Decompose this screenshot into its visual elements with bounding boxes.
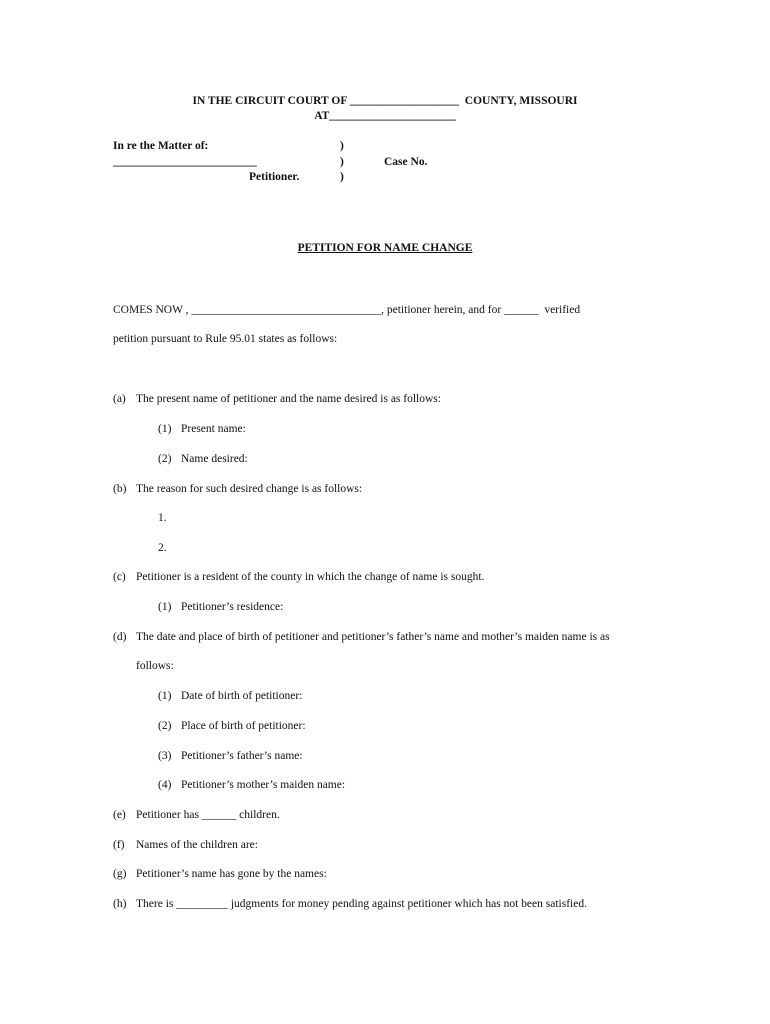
item-marker-c1: (1) [158, 601, 172, 613]
court-location-line: AT______________________ [314, 110, 456, 122]
item-marker-b2: 2. [158, 542, 167, 554]
item-marker-h: (h) [113, 898, 127, 910]
item-text-g: Petitioner’s name has gone by the names: [136, 868, 327, 880]
item-marker-d3: (3) [158, 750, 172, 762]
item-marker-e: (e) [113, 809, 126, 821]
item-marker-d: (d) [113, 631, 127, 643]
item-text-d4: Petitioner’s mother’s maiden name: [181, 779, 346, 791]
item-marker-a: (a) [113, 393, 126, 405]
item-text-d3: Petitioner’s father’s name: [181, 750, 303, 762]
case-number-label: Case No. [384, 156, 428, 168]
item-marker-d2: (2) [158, 720, 172, 732]
item-text-b: The reason for such desired change is as follows: [136, 483, 363, 495]
item-text-h: There is _________ judgments for money pending against petitioner which has not been satisfied. [136, 898, 587, 910]
item-text-e: Petitioner has ______ children. [136, 809, 280, 821]
court-heading: IN THE CIRCUIT COURT OF ___________________ COUNTY, MISSOURI [192, 95, 578, 107]
document-title: PETITION FOR NAME CHANGE [297, 242, 473, 254]
item-text-a2: Name desired: [181, 453, 248, 465]
petitioner-label: Petitioner. [249, 171, 300, 183]
matter-name-blank: _________________________ [113, 156, 257, 168]
item-marker-a2: (2) [158, 453, 172, 465]
caption-paren: ) [340, 171, 344, 183]
item-marker-a1: (1) [158, 423, 172, 435]
item-marker-c: (c) [113, 571, 126, 583]
intro-line-2: petition pursuant to Rule 95.01 states as follows: [113, 333, 338, 345]
item-text-c: Petitioner is a resident of the county in which the change of name is sought. [136, 571, 485, 583]
item-text-d-continued: follows: [136, 660, 174, 672]
item-marker-d1: (1) [158, 690, 172, 702]
intro-line-1: COMES NOW , _________________________________, petitioner herein, and for ______ verified [113, 304, 581, 316]
item-text-d1: Date of birth of petitioner: [181, 690, 303, 702]
caption-paren: ) [340, 156, 344, 168]
item-marker-b1: 1. [158, 512, 167, 524]
item-marker-f: (f) [113, 839, 125, 851]
item-marker-d4: (4) [158, 779, 172, 791]
item-text-f: Names of the children are: [136, 839, 258, 851]
item-text-a1: Present name: [181, 423, 246, 435]
item-text-d: The date and place of birth of petitioner and petitioner’s father’s name and mother’s maiden name is as [136, 631, 610, 643]
caption-paren: ) [340, 140, 344, 152]
item-text-d2: Place of birth of petitioner: [181, 720, 306, 732]
item-marker-g: (g) [113, 868, 127, 880]
matter-label: In re the Matter of: [113, 140, 209, 152]
item-text-c1: Petitioner’s residence: [181, 601, 284, 613]
item-text-a: The present name of petitioner and the name desired is as follows: [136, 393, 441, 405]
item-marker-b: (b) [113, 483, 127, 495]
